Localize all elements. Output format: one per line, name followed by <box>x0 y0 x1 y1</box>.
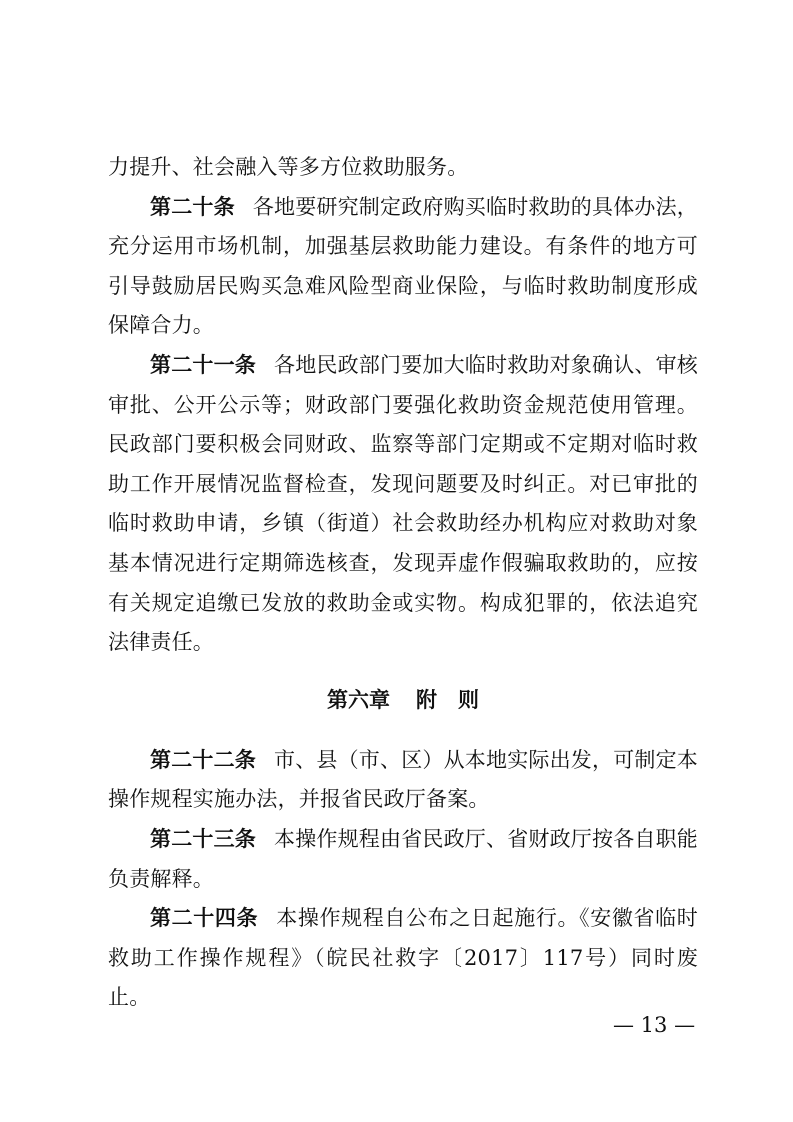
article-number: 第二十一条 <box>150 352 256 377</box>
article-20 <box>108 188 698 346</box>
page-number: — 13 — <box>613 1013 696 1037</box>
chapter-number: 第六章 <box>327 687 390 712</box>
article-number: 第二十三条 <box>150 826 256 851</box>
chapter-title: 附 则 <box>416 687 479 712</box>
article-21 <box>108 346 698 663</box>
article-text: 各地要研究制定政府购买临时救助的具体办法，充分运用市场机制，加强基层救助能力建设。有条件的地方可引导鼓励居民购买急难风险型商业保险，与临时救助制度形成保障合力。 <box>108 194 699 338</box>
article-text: 各地民政部门要加大临时救助对象确认、审核审批、公开公示等；财政部门要强化救助资金规范使用管理。民政部门要积极会同财政、监察等部门定期或不定期对临时救助工作开展情况监督检查，发现问题要及时纠正。对已审批的临时救助申请，乡镇（街道）社会救助经办机构应对救助对象基本情况进行定期筛选核查，发现弄虚作假骗取救助的，应按有关规定追缴已发放的救助金或实物。构成犯罪的，依法追究法律责任。 <box>108 352 698 655</box>
article-23 <box>108 820 698 899</box>
article-22 <box>108 741 698 820</box>
article-text: 本操作规程由省民政厅、省财政厅按各自职能负责解释。 <box>108 826 698 891</box>
paragraph-continuation <box>108 148 698 188</box>
chapter-heading <box>108 685 698 715</box>
article-number: 第二十条 <box>150 194 235 219</box>
article-text: 本操作规程自公布之日起施行。《安徽省临时救助工作操作规程》（皖民社救字〔2017〕117号）同时废止。 <box>108 906 698 1010</box>
document-body <box>108 148 698 1018</box>
article-number: 第二十二条 <box>150 747 256 772</box>
paragraph-text: 力提升、社会融入等多方位救助服务。 <box>108 155 469 179</box>
article-number: 第二十四条 <box>150 906 259 931</box>
article-24 <box>108 899 698 1018</box>
article-text: 市、县（市、区）从本地实际出发，可制定本操作规程实施办法，并报省民政厅备案。 <box>108 747 698 812</box>
